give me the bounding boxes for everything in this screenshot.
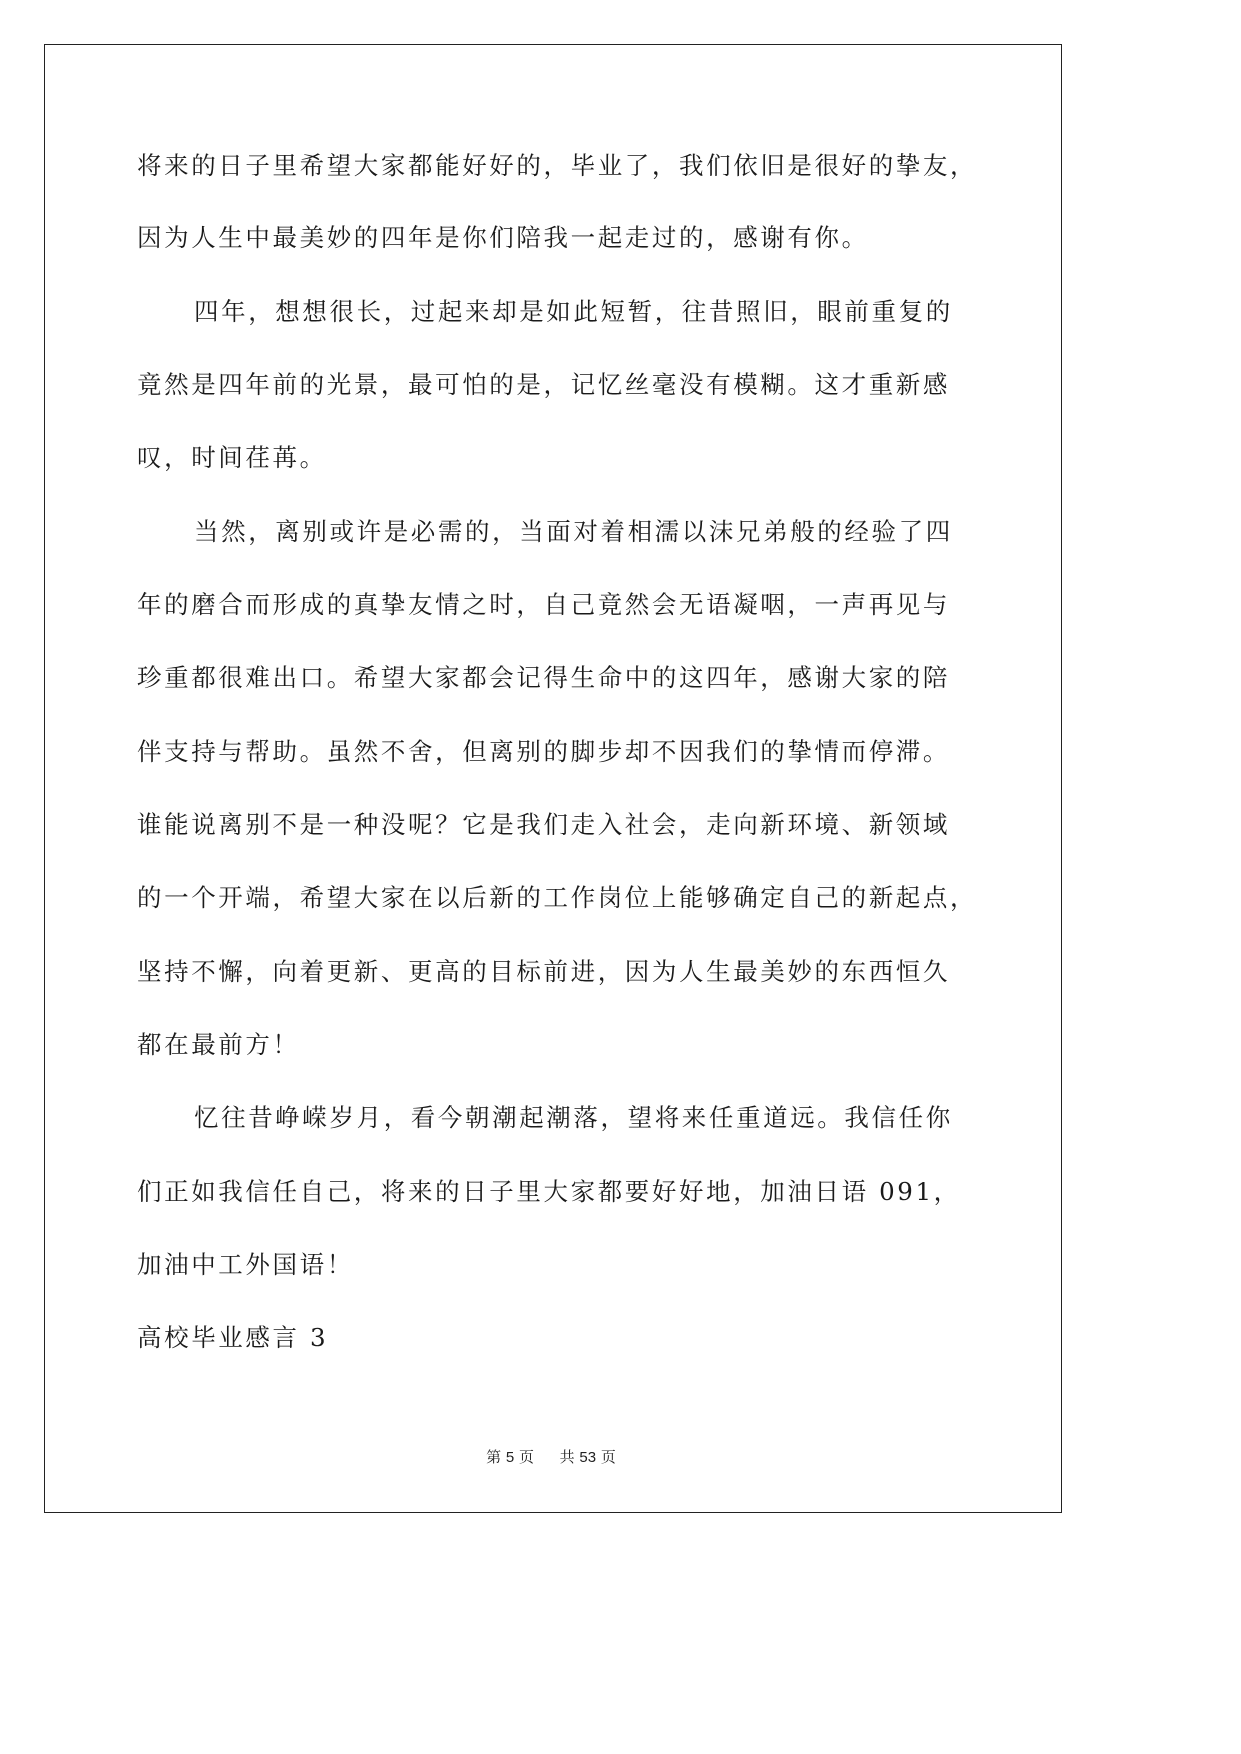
page-number: 5	[505, 1449, 515, 1466]
text-line: 珍重都很难出口。希望大家都会记得生命中的这四年，感谢大家的陪	[137, 663, 950, 692]
text-line: 谁能说离别不是一种没呢？它是我们走入社会，走向新环境、新领域	[137, 810, 950, 839]
page-footer	[0, 1446, 1102, 1467]
text-line: 竟然是四年前的光景，最可怕的是，记忆丝毫没有模糊。这才重新感	[137, 370, 950, 399]
paragraph-start-line: 忆往昔峥嵘岁月，看今朝潮起潮落，望将来任重道远。我信任你	[194, 1103, 953, 1132]
paragraph-start-line: 当然，离别或许是必需的，当面对着相濡以沫兄弟般的经验了四	[194, 517, 953, 546]
text-line: 们正如我信任自己，将来的日子里大家都要好好地，加油日语 091，	[137, 1177, 961, 1206]
text-line: 坚持不懈，向着更新、更高的目标前进，因为人生最美妙的东西恒久	[137, 957, 950, 986]
total-suffix: 页	[600, 1448, 616, 1466]
text-line: 年的磨合而形成的真挚友情之时，自己竟然会无语凝咽，一声再见与	[137, 590, 950, 619]
text-line: 将来的日子里希望大家都能好好的，毕业了，我们依旧是很好的挚友，	[137, 151, 978, 180]
text-line: 的一个开端，希望大家在以后新的工作岗位上能够确定自己的新起点，	[137, 883, 978, 912]
section-heading: 高校毕业感言 3	[137, 1323, 329, 1352]
page-frame	[44, 44, 1062, 1513]
total-pages: 53	[579, 1449, 597, 1466]
total-prefix: 共	[559, 1448, 575, 1466]
text-line: 伴支持与帮助。虽然不舍，但离别的脚步却不因我们的挚情而停滞。	[137, 737, 950, 766]
page-prefix: 第	[486, 1448, 502, 1466]
text-line: 叹，时间荏苒。	[137, 443, 327, 472]
paragraph-start-line: 四年，想想很长，过起来却是如此短暂，往昔照旧，眼前重复的	[194, 297, 953, 326]
page-suffix: 页	[519, 1448, 535, 1466]
text-line: 因为人生中最美妙的四年是你们陪我一起走过的，感谢有你。	[137, 223, 869, 252]
text-line: 都在最前方！	[137, 1030, 300, 1059]
text-line: 加油中工外国语！	[137, 1250, 354, 1279]
